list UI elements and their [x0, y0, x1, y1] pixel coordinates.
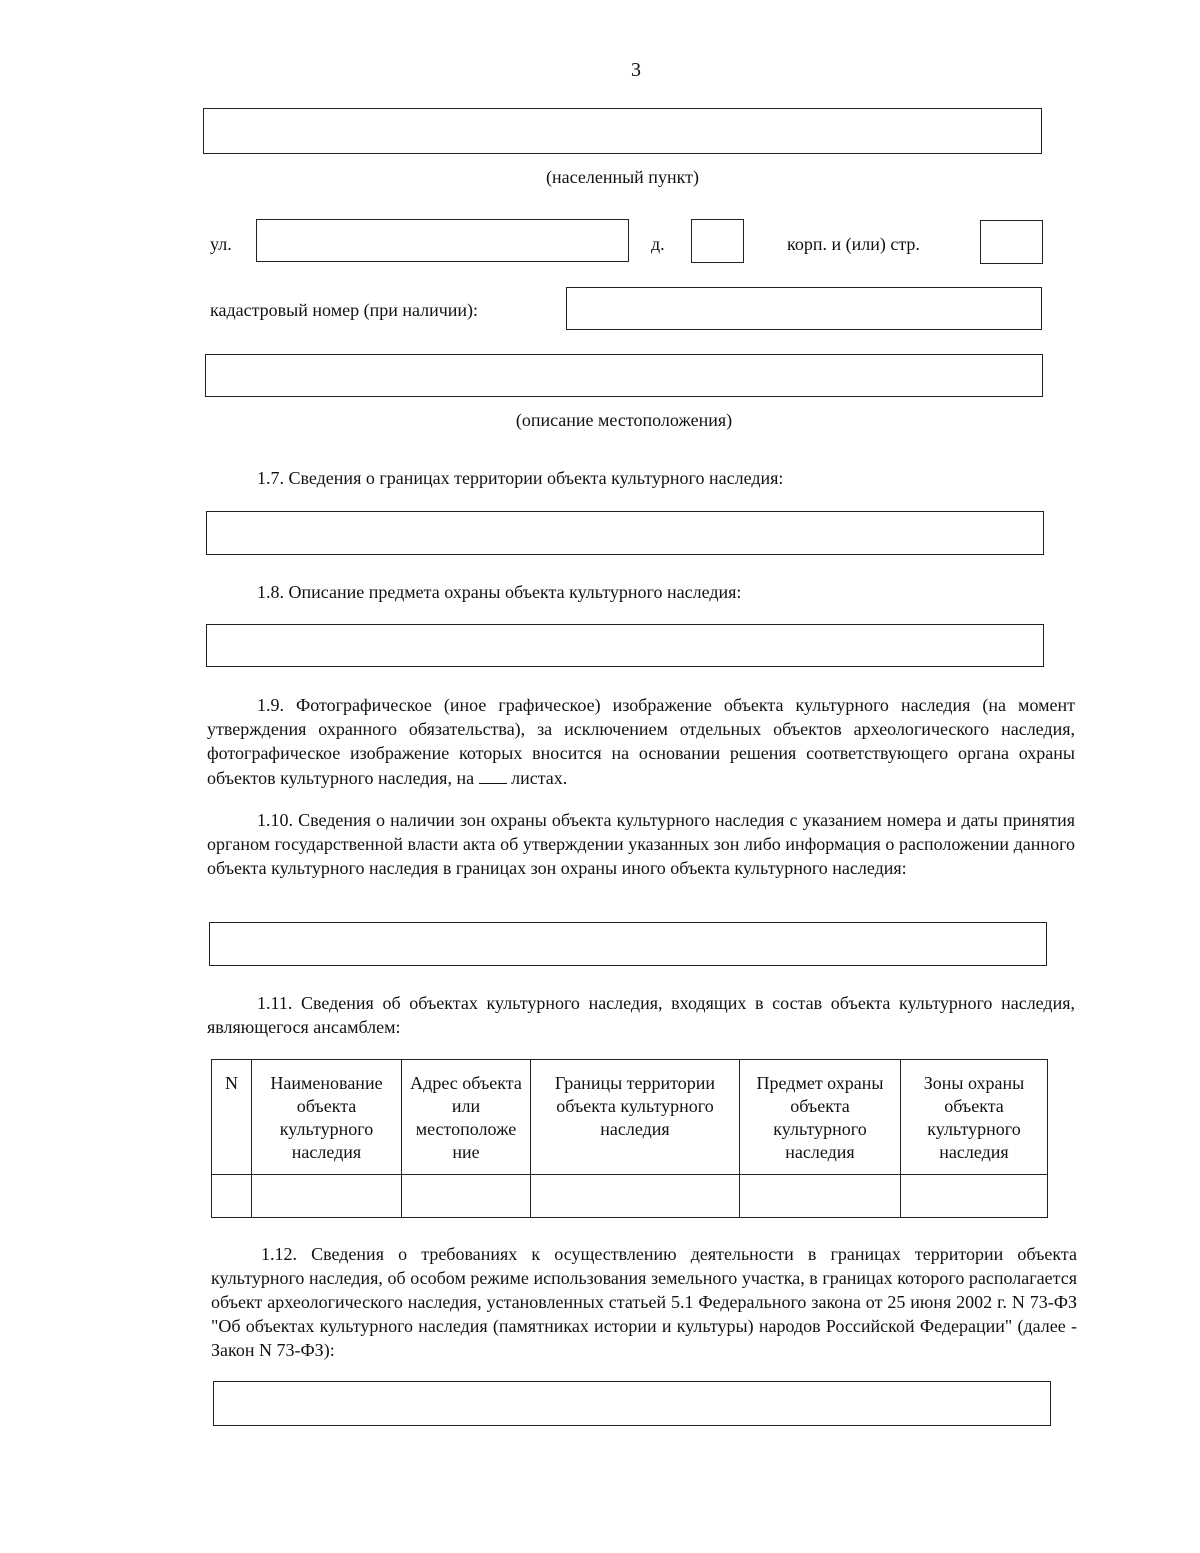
section-1-9-tail: листах.: [511, 768, 568, 788]
cadastral-field[interactable]: [566, 287, 1042, 330]
sheet-count-blank[interactable]: [479, 765, 507, 784]
header-name: Наименование объекта культурного наследия: [252, 1060, 402, 1175]
section-1-11-text: 1.11. Сведения об объектах культурного наследия, входящих в состав объекта культурного наследия, являющегося ансамблем:: [207, 993, 1075, 1037]
table-cell[interactable]: [212, 1175, 252, 1218]
locality-field[interactable]: [203, 108, 1042, 154]
table-cell[interactable]: [740, 1175, 901, 1218]
section-1-9-text: [207, 693, 1075, 790]
house-label: д.: [651, 234, 665, 254]
header-protection-subject: Предмет охраны объекта культурного наследия: [740, 1060, 901, 1175]
header-boundaries: Границы территории объекта культурного наследия: [531, 1060, 740, 1175]
street-field[interactable]: [256, 219, 629, 262]
building-label: корп. и (или) стр.: [787, 234, 920, 254]
section-1-7-field[interactable]: [206, 511, 1044, 555]
section-1-9-body: 1.9. Фотографическое (иное графическое) изображение объекта культурного наследия (на момент утверждения охранного обязательства), за исключением отдельных объектов археологического наследия, фотографическое изображение которых вносится на основании решения соответствующего органа охраны объектов культурного наследия, на: [207, 695, 1075, 788]
section-1-12-field[interactable]: [213, 1381, 1051, 1426]
table-cell[interactable]: [531, 1175, 740, 1218]
header-n: N: [212, 1060, 252, 1175]
street-label: ул.: [210, 234, 232, 254]
section-1-10-field[interactable]: [209, 922, 1047, 966]
header-protection-zones: Зоны охраны объекта культурного наследия: [901, 1060, 1048, 1175]
section-1-10-text: 1.10. Сведения о наличии зон охраны объекта культурного наследия с указанием номера и даты принятия органом государственной власти акта об утверждении указанных зон либо информация о расположении данного объекта культурного наследия в границах зон охраны иного объекта культурного наследия:: [207, 810, 1075, 878]
page-number: 3: [631, 59, 641, 81]
header-address: Адрес объекта или местоположе ние: [402, 1060, 531, 1175]
locality-caption: (населенный пункт): [546, 167, 699, 187]
section-1-8-text: 1.8. Описание предмета охраны объекта культурного наследия:: [257, 582, 742, 602]
table-row: [212, 1175, 1048, 1218]
section-1-7-text: 1.7. Сведения о границах территории объекта культурного наследия:: [257, 468, 784, 488]
section-1-12-text: 1.12. Сведения о требованиях к осуществлению деятельности в границах территории объекта культурного наследия, об особом режиме использования земельного участка, в границах которого располагается объект археологического наследия, установленных статьей 5.1 Федерального закона от 25 июня 2002 г. N 73-ФЗ "Об объектах культурного наследия (памятниках истории и культуры) народов Российской Федерации" (далее - Закон N 73-ФЗ):: [211, 1244, 1077, 1360]
table-header-row: [212, 1060, 1048, 1175]
location-description-caption: (описание местоположения): [515, 410, 733, 430]
table-cell[interactable]: [901, 1175, 1048, 1218]
house-field[interactable]: [691, 219, 744, 263]
table-cell[interactable]: [402, 1175, 531, 1218]
section-1-8-field[interactable]: [206, 624, 1044, 667]
cadastral-label: кадастровый номер (при наличии):: [210, 300, 479, 320]
table-cell[interactable]: [252, 1175, 402, 1218]
location-description-field[interactable]: [205, 354, 1043, 397]
ensemble-objects-table: [211, 1059, 1048, 1218]
building-field[interactable]: [980, 220, 1043, 264]
